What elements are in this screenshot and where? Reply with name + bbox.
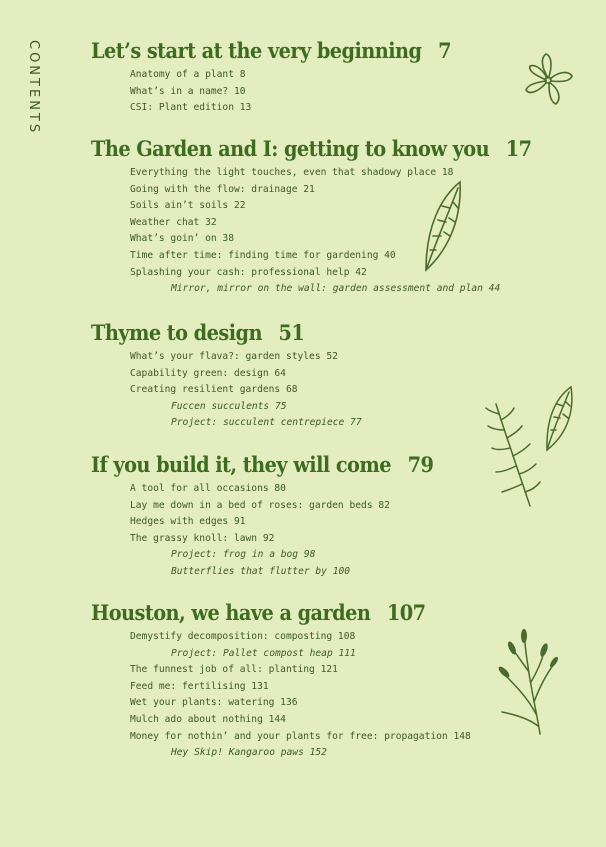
toc-subentry[interactable]: Project: Pallet compost heap 111 (171, 647, 356, 659)
toc-entry[interactable]: A tool for all occasions 80 (130, 483, 286, 494)
leaf-doodle-icon (420, 178, 466, 278)
small-leaf-doodle-icon (543, 384, 577, 454)
toc-entry[interactable]: CSI: Plant edition 13 (130, 102, 252, 114)
section-title: Thyme to design (91, 320, 262, 345)
toc-entry[interactable]: What’s in a name? 10 (130, 85, 246, 97)
toc-subentry[interactable]: Mirror, mirror on the wall: garden assessment and plan 44 (171, 283, 501, 295)
toc-entry[interactable]: Soils ain’t soils 22 (130, 200, 246, 212)
toc-entry[interactable]: What’s your flava?: garden styles 52 (130, 351, 338, 362)
section-page-number: 79 (407, 452, 434, 477)
toc-entry[interactable]: The funnest job of all: planting 121 (130, 664, 338, 676)
toc-subentry[interactable]: Project: succulent centrepiece 77 (171, 417, 362, 429)
section-heading[interactable] (91, 320, 304, 345)
toc-entry[interactable]: Money for nothin’ and your plants for free: propagation 148 (130, 730, 471, 742)
toc-entry[interactable]: Anatomy of a plant 8 (130, 69, 246, 80)
section-entries (130, 629, 471, 762)
toc-entry[interactable]: Hedges with edges 91 (130, 516, 246, 528)
section-title: Let’s start at the very beginning (91, 38, 422, 63)
section-page-number: 17 (505, 136, 532, 161)
toc-entry[interactable]: Creating resilient gardens 68 (130, 384, 298, 396)
section-entries (130, 67, 251, 117)
toc-subentry[interactable]: Project: frog in a bog 98 (171, 549, 316, 561)
toc-entry[interactable]: Demystify decomposition: composting 108 (130, 631, 356, 642)
section-heading[interactable] (91, 452, 433, 477)
toc-entry[interactable]: Time after time: finding time for gardening 40 (130, 249, 396, 261)
toc-entry[interactable]: Mulch ado about nothing 144 (130, 713, 286, 725)
toc-entry[interactable]: Lay me down in a bed of roses: garden beds 82 (130, 499, 390, 511)
toc-subentry[interactable]: Hey Skip! Kangaroo paws 152 (171, 747, 327, 759)
section-heading[interactable] (91, 600, 426, 625)
toc-entry[interactable]: Going with the flow: drainage 21 (130, 183, 315, 195)
toc-subentry[interactable]: Fuccen succulents 75 (171, 400, 287, 412)
toc-subentry[interactable]: Butterflies that flutter by 100 (171, 565, 351, 577)
section-page-number: 7 (438, 38, 451, 63)
toc-entry[interactable]: Feed me: fertilising 131 (130, 680, 269, 692)
section-title: If you build it, they will come (91, 452, 392, 477)
section-page-number: 107 (386, 600, 426, 625)
section-title: Houston, we have a garden (91, 600, 371, 625)
contents-side-label: CONTENTS (26, 40, 41, 136)
section-title: The Garden and I: getting to know you (91, 136, 490, 161)
section-entries (130, 481, 390, 581)
toc-entry[interactable]: Wet your plants: watering 136 (130, 697, 298, 709)
seedhead-sprig-icon (498, 628, 558, 738)
toc-entry[interactable]: Splashing your cash: professional help 42 (130, 266, 367, 278)
toc-entry[interactable]: What’s goin’ on 38 (130, 233, 234, 245)
section-page-number: 51 (278, 320, 305, 345)
flower-doodle-icon (518, 50, 578, 112)
section-heading[interactable] (91, 136, 531, 161)
section-entries (130, 349, 362, 432)
toc-entry[interactable]: Capability green: design 64 (130, 367, 286, 379)
toc-entry[interactable]: Everything the light touches, even that shadowy place 18 (130, 167, 454, 178)
toc-entry[interactable]: The grassy knoll: lawn 92 (130, 532, 275, 544)
section-heading[interactable] (91, 38, 451, 63)
rosemary-sprig-icon (484, 400, 544, 510)
toc-entry[interactable]: Weather chat 32 (130, 216, 217, 228)
